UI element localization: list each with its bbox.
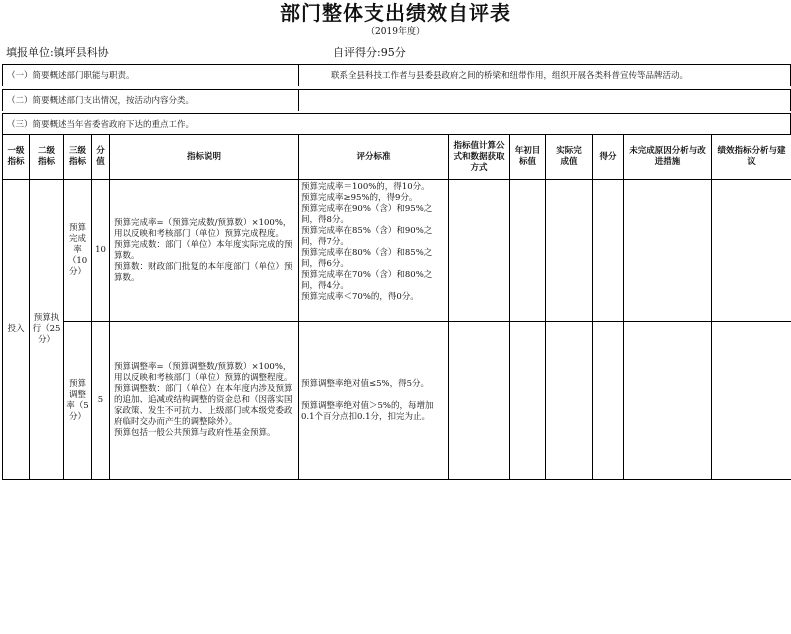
cell-level1: 投入 <box>3 180 30 480</box>
section-divider <box>298 90 299 111</box>
cell-analysis <box>624 180 712 322</box>
col-actual: 实际完 成值 <box>546 135 593 180</box>
criteria-line: 预算完成率在80%（含）和85%之间，得6分。 <box>301 248 433 269</box>
col-level1: 一级 指标 <box>3 135 30 180</box>
col-formula: 指标值计算公式和数据获取方式 <box>449 135 510 180</box>
unit-value: 镇坪县科协 <box>53 46 109 59</box>
cell-got <box>593 322 624 480</box>
criteria-line: 预算完成率在85%（含）和90%之间，得7分。 <box>301 226 433 247</box>
explain-line: 预算数：财政部门批复的本年度部门（单位）预算数。 <box>114 261 293 283</box>
cell-initial <box>510 322 546 480</box>
cell-level2: 预算执行（25分） <box>30 180 64 480</box>
criteria-line: 预算调整率绝对值＞5%的，每增加0.1个百分点扣0.1分，扣完为止。 <box>301 401 434 422</box>
explain-line: 预算调整率=（预算调整数/预算数）×100%，用以反映和考核部门（单位）预算的调整程度。 <box>114 362 293 383</box>
criteria-line: 预算完成率在90%（含）和95%之间，得8分。 <box>301 204 433 225</box>
cell-explain <box>110 180 299 322</box>
table-row <box>3 322 791 480</box>
criteria-line: 预算完成率在70%（含）和80%之间，得4分。 <box>301 270 433 291</box>
reporting-unit <box>6 45 109 61</box>
col-criteria: 评分标准 <box>299 135 449 180</box>
section-label: （二）简要概述部门支出情况，按活动内容分类。 <box>7 96 195 106</box>
col-got: 得分 <box>593 135 624 180</box>
section-text: 联系全县科技工作者与县委县政府之间的桥梁和纽带作用，组织开展各类科普宣传等品牌活动。 <box>331 71 689 81</box>
cell-criteria <box>299 180 449 322</box>
criteria-line: 预算完成率＝100%的，得10分。 <box>301 182 430 192</box>
criteria-line: 预算完成率≥95%的，得9分。 <box>301 193 418 203</box>
self-score <box>333 45 406 61</box>
cell-initial <box>510 180 546 322</box>
section-label: （三）简要概述当年省委省政府下达的重点工作。 <box>7 120 195 130</box>
section-duties <box>2 64 791 86</box>
cell-analysis <box>624 322 712 480</box>
cell-level3: 预算完成率（10分） <box>64 180 92 322</box>
section-spending <box>2 89 791 111</box>
criteria-spacer <box>301 390 446 401</box>
explain-line: 预算调整数：部门（单位）在本年度内涉及预算的追加、追减或结构调整的资金总和（因落实国家政策、发生不可抗力、上级部门或本级党委政府临时交办而产生的调整除外）。 <box>114 384 293 427</box>
explain-line: 预算完成率=（预算完成数/预算数）×100%，用以反映和考核部门（单位）预算完成程度。 <box>114 217 292 239</box>
section-label: （一）简要概述部门职能与职责。 <box>7 71 135 81</box>
unit-label: 填报单位: <box>6 46 54 59</box>
report-year: （2019年度） <box>366 27 425 37</box>
cell-got <box>593 180 624 322</box>
cell-score: 10 <box>92 180 110 322</box>
cell-suggest <box>712 180 791 322</box>
criteria-line: 预算完成率＜70%的，得0分。 <box>301 292 419 302</box>
col-initial: 年初目 标值 <box>510 135 546 180</box>
cell-actual <box>546 322 593 480</box>
cell-score: 5 <box>92 322 110 480</box>
col-level2: 二级 指标 <box>30 135 64 180</box>
table-header-row <box>3 135 791 180</box>
page-title: 部门整体支出绩效自评表 <box>280 1 511 25</box>
indicator-table <box>2 134 791 480</box>
col-explain: 指标说明 <box>110 135 299 180</box>
cell-formula <box>449 180 510 322</box>
col-level3: 三级 指标 <box>64 135 92 180</box>
score-label: 自评得分: <box>333 46 381 59</box>
section-key-work <box>2 113 791 135</box>
cell-actual <box>546 180 593 322</box>
cell-criteria <box>299 322 449 480</box>
explain-line: 预算完成数：部门（单位）本年度实际完成的预算数。 <box>114 239 293 261</box>
col-analysis: 未完成原因分析与改进措施 <box>624 135 712 180</box>
criteria-line: 预算调整率绝对值≤5%，得5分。 <box>301 379 430 389</box>
cell-explain <box>110 322 299 480</box>
explain-line: 预算包括一般公共预算与政府性基金预算。 <box>114 428 276 438</box>
table-row <box>3 180 791 322</box>
col-score: 分 值 <box>92 135 110 180</box>
score-value: 95分 <box>380 46 406 59</box>
cell-level3: 预算调整率（5分） <box>64 322 92 480</box>
cell-formula <box>449 322 510 480</box>
section-divider <box>298 65 299 86</box>
cell-suggest <box>712 322 791 480</box>
col-suggest: 绩效指标分析与建议 <box>712 135 791 180</box>
